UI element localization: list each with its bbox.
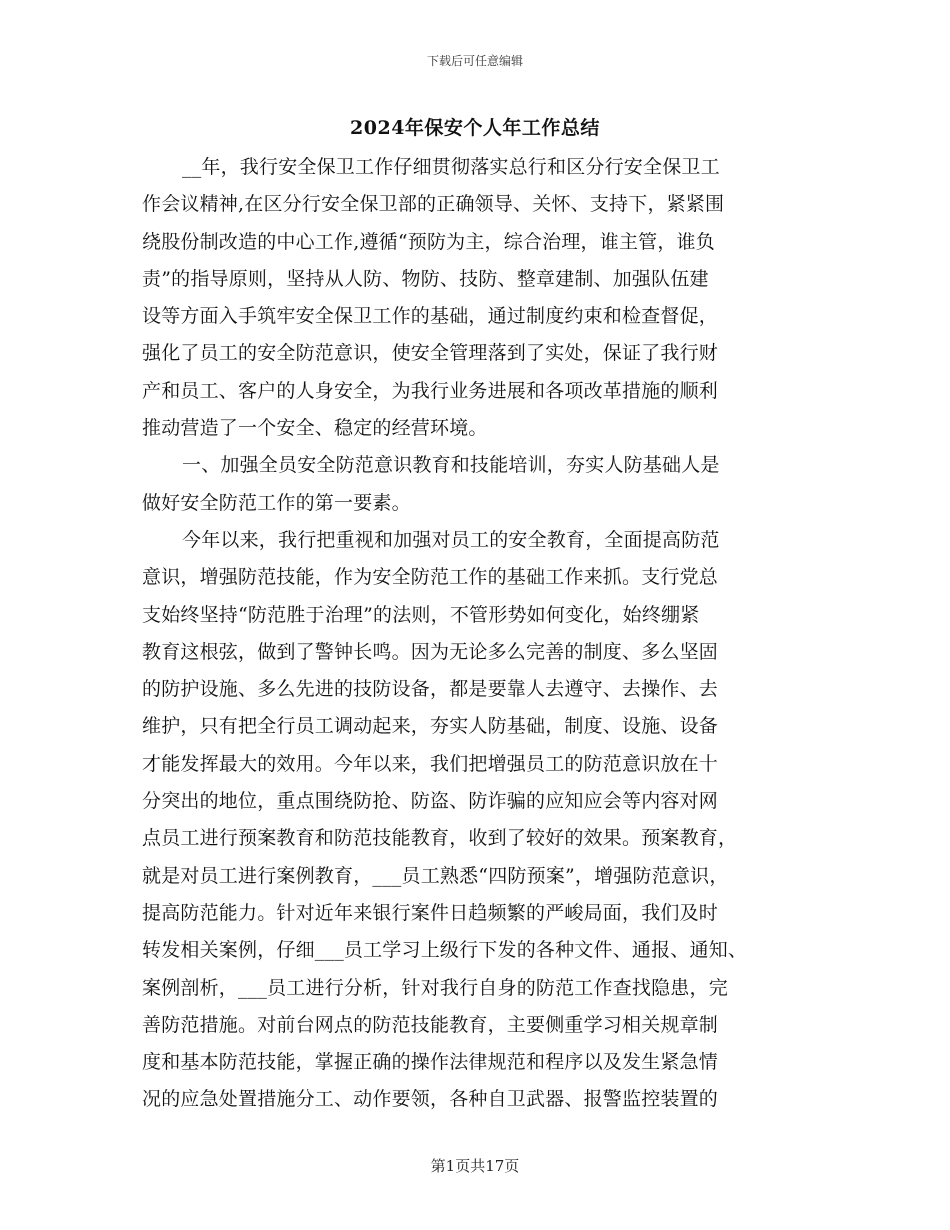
header-note: 下载后可任意编辑 — [426, 54, 523, 68]
text-line: 转发相关案例，仔细___员工学习上级行下发的各种文件、通报、通知、 — [142, 939, 748, 962]
text-line: __年，我行安全保卫工作仔细贯彻落实总行和区分行安全保卫工 — [182, 156, 720, 178]
text-line: 维护，只有把全行员工调动起来，夯实人防基础，制度、设施、设备 — [142, 715, 719, 738]
text-line: 度和基本防范技能，掌握正确的操作法律规范和程序以及发生紧急情 — [142, 1051, 719, 1074]
text-line: 提高防范能力。针对近年来银行案件日趋频繁的严峻局面，我们及时 — [142, 901, 719, 924]
text-line: 推动营造了一个安全、稳定的经营环境。 — [142, 417, 488, 440]
text-line: 教育这根弦，做到了警钟长鸣。因为无论多么完善的制度、多么坚固 — [142, 640, 719, 663]
text-line: 强化了员工的安全防范意识，使安全管理落到了实处，保证了我行财 — [142, 342, 719, 365]
text-line: 作会议精神,在区分行安全保卫部的正确领导、关怀、支持下，紧紧围 — [142, 193, 725, 216]
text-line: 善防范措施。对前台网点的防范技能教育，主要侧重学习相关规章制 — [142, 1013, 719, 1036]
text-line: 分突出的地位，重点围绕防抢、防盗、防诈骗的应知应会等内容对网 — [142, 790, 719, 813]
document-title: 2024年保安个人年工作总结 — [350, 117, 600, 139]
text-line: 就是对员工进行案例教育，___员工熟悉“四防预案”，增强防范意识， — [142, 864, 729, 887]
text-line: 意识，增强防范技能，作为安全防范工作的基础工作来抓。支行党总 — [142, 566, 719, 589]
text-line: 才能发挥最大的效用。今年以来，我们把增强员工的防范意识放在十 — [142, 752, 719, 775]
document-body — [142, 149, 812, 1119]
text-line: 点员工进行预案教育和防范技能教育，收到了较好的效果。预案教育， — [142, 827, 738, 850]
text-line: 做好安全防范工作的第一要素。 — [142, 491, 411, 514]
text-line: 一、加强全员安全防范意识教育和技能培训，夯实人防基础人是 — [182, 454, 720, 477]
text-line: 责”的指导原则，坚持从人防、物防、技防、整章建制、加强队伍建 — [142, 267, 709, 290]
text-line: 的防护设施、多么先进的技防设备，都是要靠人去遵守、去操作、去 — [142, 678, 719, 701]
text-line: 绕股份制改造的中心工作,遵循“预防为主，综合治理，谁主管，谁负 — [142, 230, 715, 253]
text-line: 产和员工、客户的人身安全，为我行业务进展和各项改革措施的顺利 — [142, 379, 719, 402]
text-line: 今年以来，我行把重视和加强对员工的安全教育，全面提高防范 — [182, 528, 720, 551]
text-line: 设等方面入手筑牢安全保卫工作的基础，通过制度约束和检查督促， — [142, 305, 719, 328]
text-line: 案例剖析，___员工进行分析，针对我行自身的防范工作查找隐患，完 — [142, 976, 728, 999]
text-line: 支始终坚持“防范胜于治理”的法则，不管形势如何变化，始终绷紧 — [142, 603, 700, 626]
page-number: 第1页共17页 — [430, 1157, 520, 1175]
text-line: 况的应急处置措施分工、动作要领，各种自卫武器、报警监控装置的 — [142, 1088, 719, 1111]
